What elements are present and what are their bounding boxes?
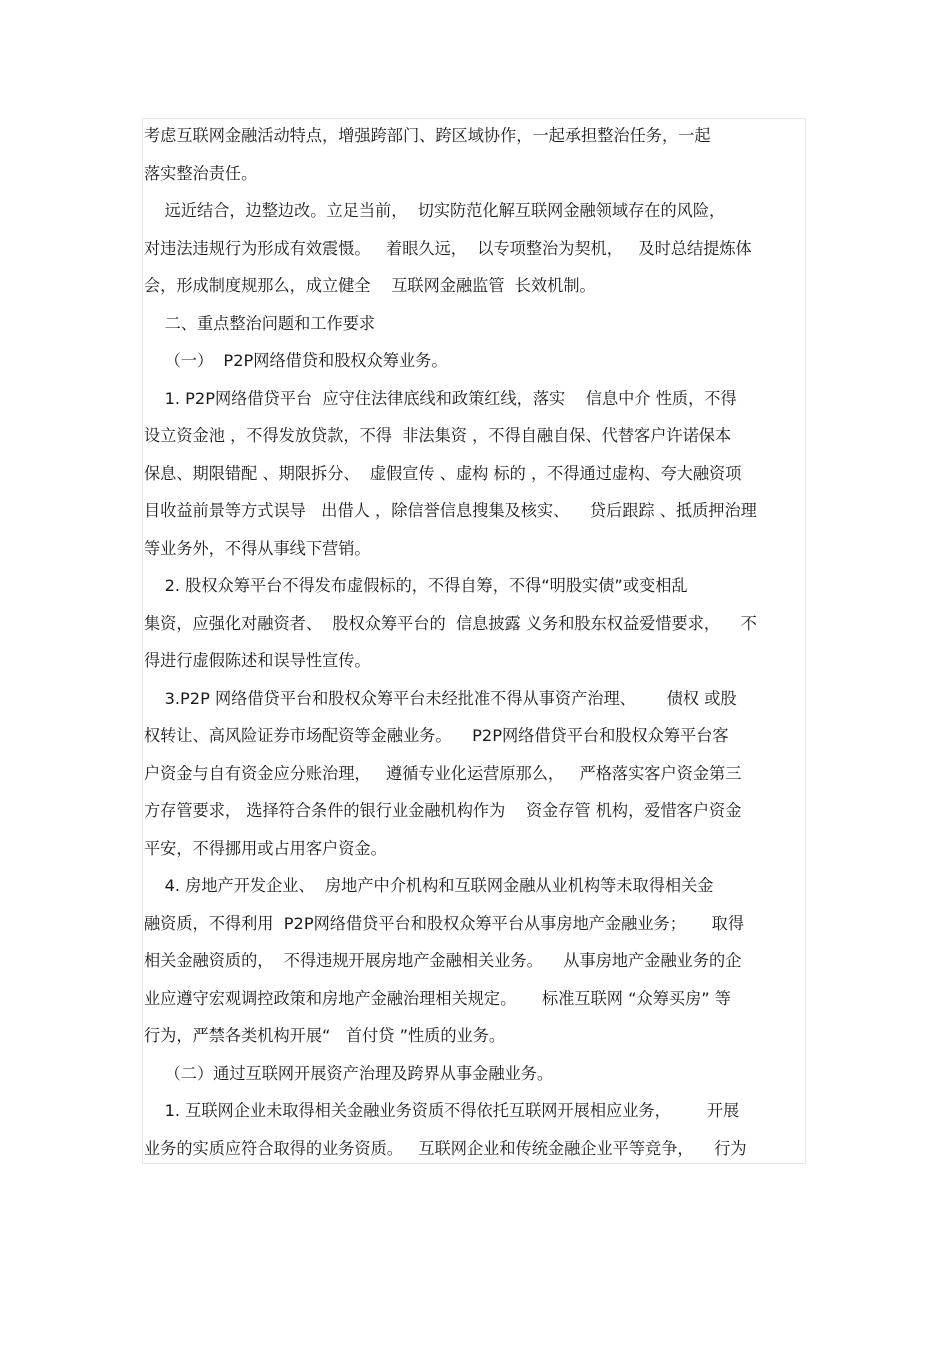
text-line: 2. 股权众筹平台不得发布虚假标的，不得自筹，不得“明股实债”或变相乱 — [144, 576, 688, 595]
text-line: 权转让、高风险证券市场配资等金融业务。 P2P网络借贷平台和股权众筹平台客 — [144, 726, 729, 745]
text-line: 考虑互联网金融活动特点，增强跨部门、跨区域协作，一起承担整治任务，一起 — [144, 126, 711, 145]
text-line: 业务的实质应符合取得的业务资质。 互联网企业和传统金融企业平等竞争， 行为 — [144, 1138, 747, 1158]
text-line: 行为，严禁各类机构开展“ 首付贷 ”性质的业务。 — [144, 1026, 506, 1045]
text-line: 户资金与自有资金应分账治理， 遵循专业化运营原那么， 严格落实客户资金第三 — [144, 763, 742, 783]
text-line: 平安，不得挪用或占用客户资金。 — [144, 838, 387, 858]
text-line: 3.P2P 网络借贷平台和股权众筹平台未经批准不得从事资产治理、 债权 或股 — [144, 688, 737, 708]
text-line: 落实整治责任。 — [144, 163, 258, 183]
text-line: 目收益前景等方式误导 出借人 ，除信誉信息搜集及核实、 贷后跟踪 、抵质押治理 — [144, 501, 757, 520]
text-line: 4. 房地产开发企业、 房地产中介机构和互联网金融从业机构等未取得相关金 — [144, 876, 714, 895]
text-line: （一） P2P网络借贷和股权众筹业务。 — [144, 351, 448, 370]
text-line: 相关金融资质的， 不得违规开展房地产金融相关业务。 从事房地产金融业务的企 — [144, 951, 742, 970]
text-line: 设立资金池 ，不得发放贷款，不得 非法集资 ，不得自融自保、代替客户许诺保本 — [144, 426, 732, 445]
text-line: 保息、期限错配 、期限拆分、 虚假宣传 、虚构 标的 ，不得通过虚构、夸大融资项 — [144, 463, 742, 483]
text-line: 业应遵守宏观调控政策和房地产金融治理相关规定。 标准互联网 “众筹买房” 等 — [144, 988, 731, 1008]
text-line: 对违法违规行为形成有效震慑。 着眼久远， 以专项整治为契机， 及时总结提炼体 — [144, 238, 752, 258]
text-line: 远近结合，边整边改。立足当前， 切实防范化解互联网金融领域存在的风险， — [144, 201, 726, 220]
text-line: 等业务外，不得从事线下营销。 — [144, 538, 371, 558]
text-line: 融资质，不得利用 P2P网络借贷平台和股权众筹平台从事房地产金融业务； 取得 — [144, 913, 745, 933]
text-line: 会，形成制度规那么，成立健全 互联网金融监管 长效机制。 — [144, 276, 596, 295]
text-line: 方存管要求， 选择符合条件的银行业金融机构作为 资金存管 机构，爱惜客户资金 — [144, 801, 742, 820]
text-line: （二）通过互联网开展资产治理及跨界从事金融业务。 — [144, 1063, 554, 1083]
text-line: 二、重点整治问题和工作要求 — [144, 313, 376, 333]
text-line: 得进行虚假陈述和误导性宣传。 — [144, 651, 371, 670]
text-line: 1. P2P网络借贷平台 应守住法律底线和政策红线，落实 信息中介 性质，不得 — [144, 388, 737, 408]
text-line: 集资，应强化对融资者、 股权众筹平台的 信息披露 义务和股东权益爱惜要求， 不 — [144, 613, 757, 633]
text-line: 1. 互联网企业未取得相关金融业务资质不得依托互联网开展相应业务， 开展 — [144, 1101, 740, 1120]
